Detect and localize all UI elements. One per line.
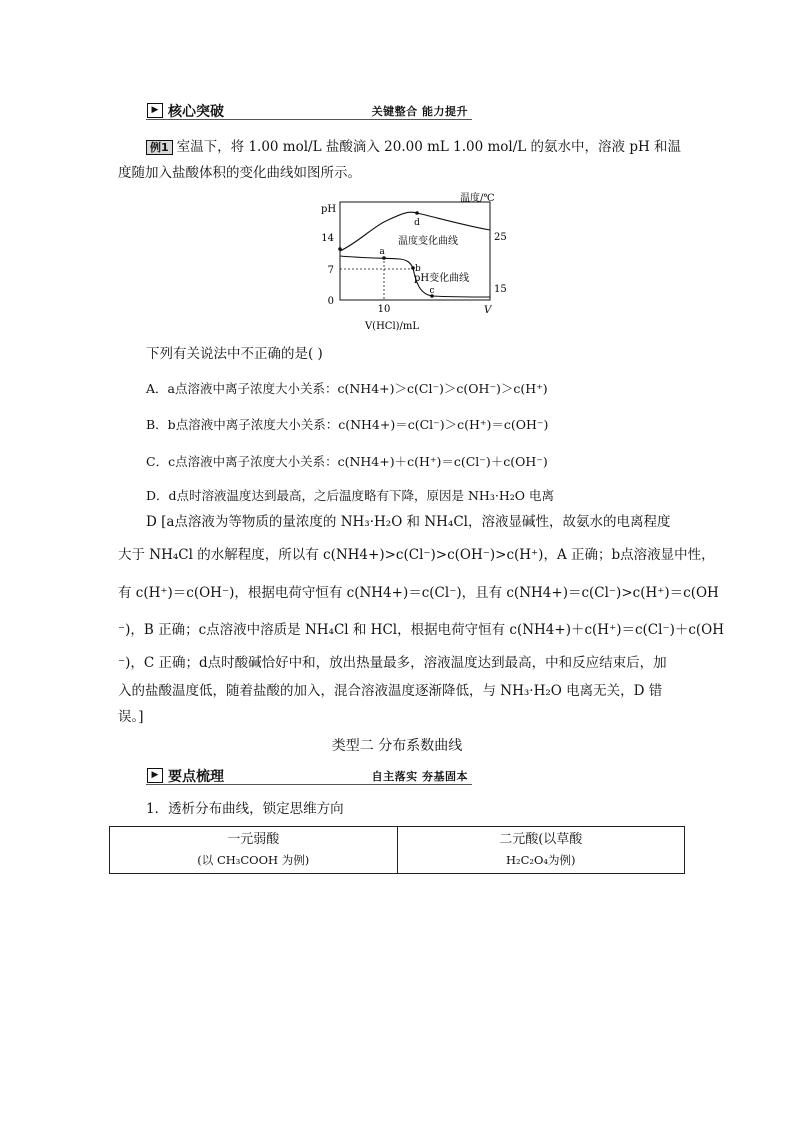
ph-curve-label: pH变化曲线 <box>414 273 470 284</box>
label-d: d <box>414 218 420 228</box>
titration-figure <box>312 188 512 336</box>
answer-line-4: ⁻)，B 正确；c点溶液中溶质是 NH₄Cl 和 HCl，根据电荷守恒有 c(NH4+)＋c(H⁺)＝c(Cl⁻)＋c(OH <box>118 622 725 638</box>
point-1-heading: 1．透析分布曲线，锁定思维方向 <box>146 801 344 817</box>
question-stem: 下列有关说法中不正确的是( ) <box>146 346 323 362</box>
option-a: A．a点溶液中离子浓度大小关系：c(NH4+)＞c(Cl⁻)＞c(OH⁻)＞c(H⁺) <box>146 381 548 396</box>
label-a: a <box>379 247 385 257</box>
distribution-table <box>109 826 685 874</box>
answer-line-2: 大于 NH₄Cl 的水解程度，所以有 c(NH4+)>c(Cl⁻)>c(OH⁻)>c(H⁺)，A 正确；b点溶液显中性， <box>118 547 715 563</box>
example-line-2: 度随加入盐酸体积的变化曲线如图所示。 <box>118 165 361 181</box>
table-cell-diprotic: 二元酸(以草酸 H₂C₂O₄为例) <box>397 827 685 874</box>
left-tick-14: 14 <box>321 233 334 244</box>
section-header-title: 核心突破 <box>168 104 224 120</box>
temp-curve-label: 温度变化曲线 <box>398 236 458 247</box>
x-axis-label: V(HCl)/mL <box>364 321 420 332</box>
play-icon: ▶ <box>147 768 163 783</box>
table-cell-monoprotic: 一元弱酸 (以 CH₃COOH 为例) <box>110 827 398 874</box>
answer-line-3: 有 c(H⁺)＝c(OH⁻)，根据电荷守恒有 c(NH4+)＝c(Cl⁻)，且有 c(NH4+)＝c(Cl⁻)>c(H⁺)＝c(OH <box>118 585 719 601</box>
answer-line-6: 入的盐酸温度低，随着盐酸的加入，混合溶液温度逐渐降低，与 NH₃·H₂O 电离无关，D 错 <box>118 683 663 699</box>
section-header-core <box>146 102 472 120</box>
table-row <box>110 827 685 874</box>
section-header-subtitle: 自主落实 夯基固本 <box>371 770 468 783</box>
point-d <box>415 211 419 215</box>
answer-line-1: D [a点溶液为等物质的量浓度的 NH₃·H₂O 和 NH₄Cl，溶液显碱性，故氨水的电离程度 <box>146 514 671 530</box>
section-header-title: 要点梳理 <box>168 769 224 785</box>
temp-start-point <box>338 247 342 251</box>
play-icon: ▶ <box>147 103 163 118</box>
answer-line-5: ⁻)，C 正确；d点时酸碱恰好中和，放出热量最多，溶液温度达到最高，中和反应结束后，加 <box>118 655 667 671</box>
plot-frame <box>340 202 490 300</box>
x-tick-v: V <box>484 305 492 316</box>
section-header-subtitle: 关键整合 能力提升 <box>371 105 468 118</box>
option-b: B．b点溶液中离子浓度大小关系：c(NH4+)＝c(Cl⁻)＞c(H⁺)＝c(OH⁻) <box>146 417 549 432</box>
right-tick-15: 15 <box>494 284 507 295</box>
section-title: 类型二 分布系数曲线 <box>331 738 463 754</box>
example-line-1: 例1 室温下，将 1.00 mol/L 盐酸滴入 20.00 mL 1.00 mol/L 的氨水中，溶液 pH 和温 <box>146 138 681 156</box>
x-tick-10: 10 <box>377 304 391 315</box>
answer-line-7: 误。] <box>118 709 144 725</box>
option-c: C．c点溶液中离子浓度大小关系：c(NH4+)＋c(H⁺)＝c(Cl⁻)＋c(OH⁻) <box>146 454 548 469</box>
option-d: D．d点时溶液温度达到最高，之后温度略有下降，原因是 NH₃·H₂O 电离 <box>146 488 554 503</box>
left-tick-7: 7 <box>327 265 334 276</box>
example-tag: 例1 <box>146 140 173 155</box>
y-right-label: 温度/℃ <box>460 193 495 204</box>
left-tick-0: 0 <box>327 296 334 307</box>
right-tick-25: 25 <box>494 232 507 243</box>
y-left-label: pH <box>321 204 337 215</box>
label-b: b <box>415 264 421 274</box>
section-header-key-points <box>146 767 472 785</box>
label-c: c <box>429 286 435 296</box>
